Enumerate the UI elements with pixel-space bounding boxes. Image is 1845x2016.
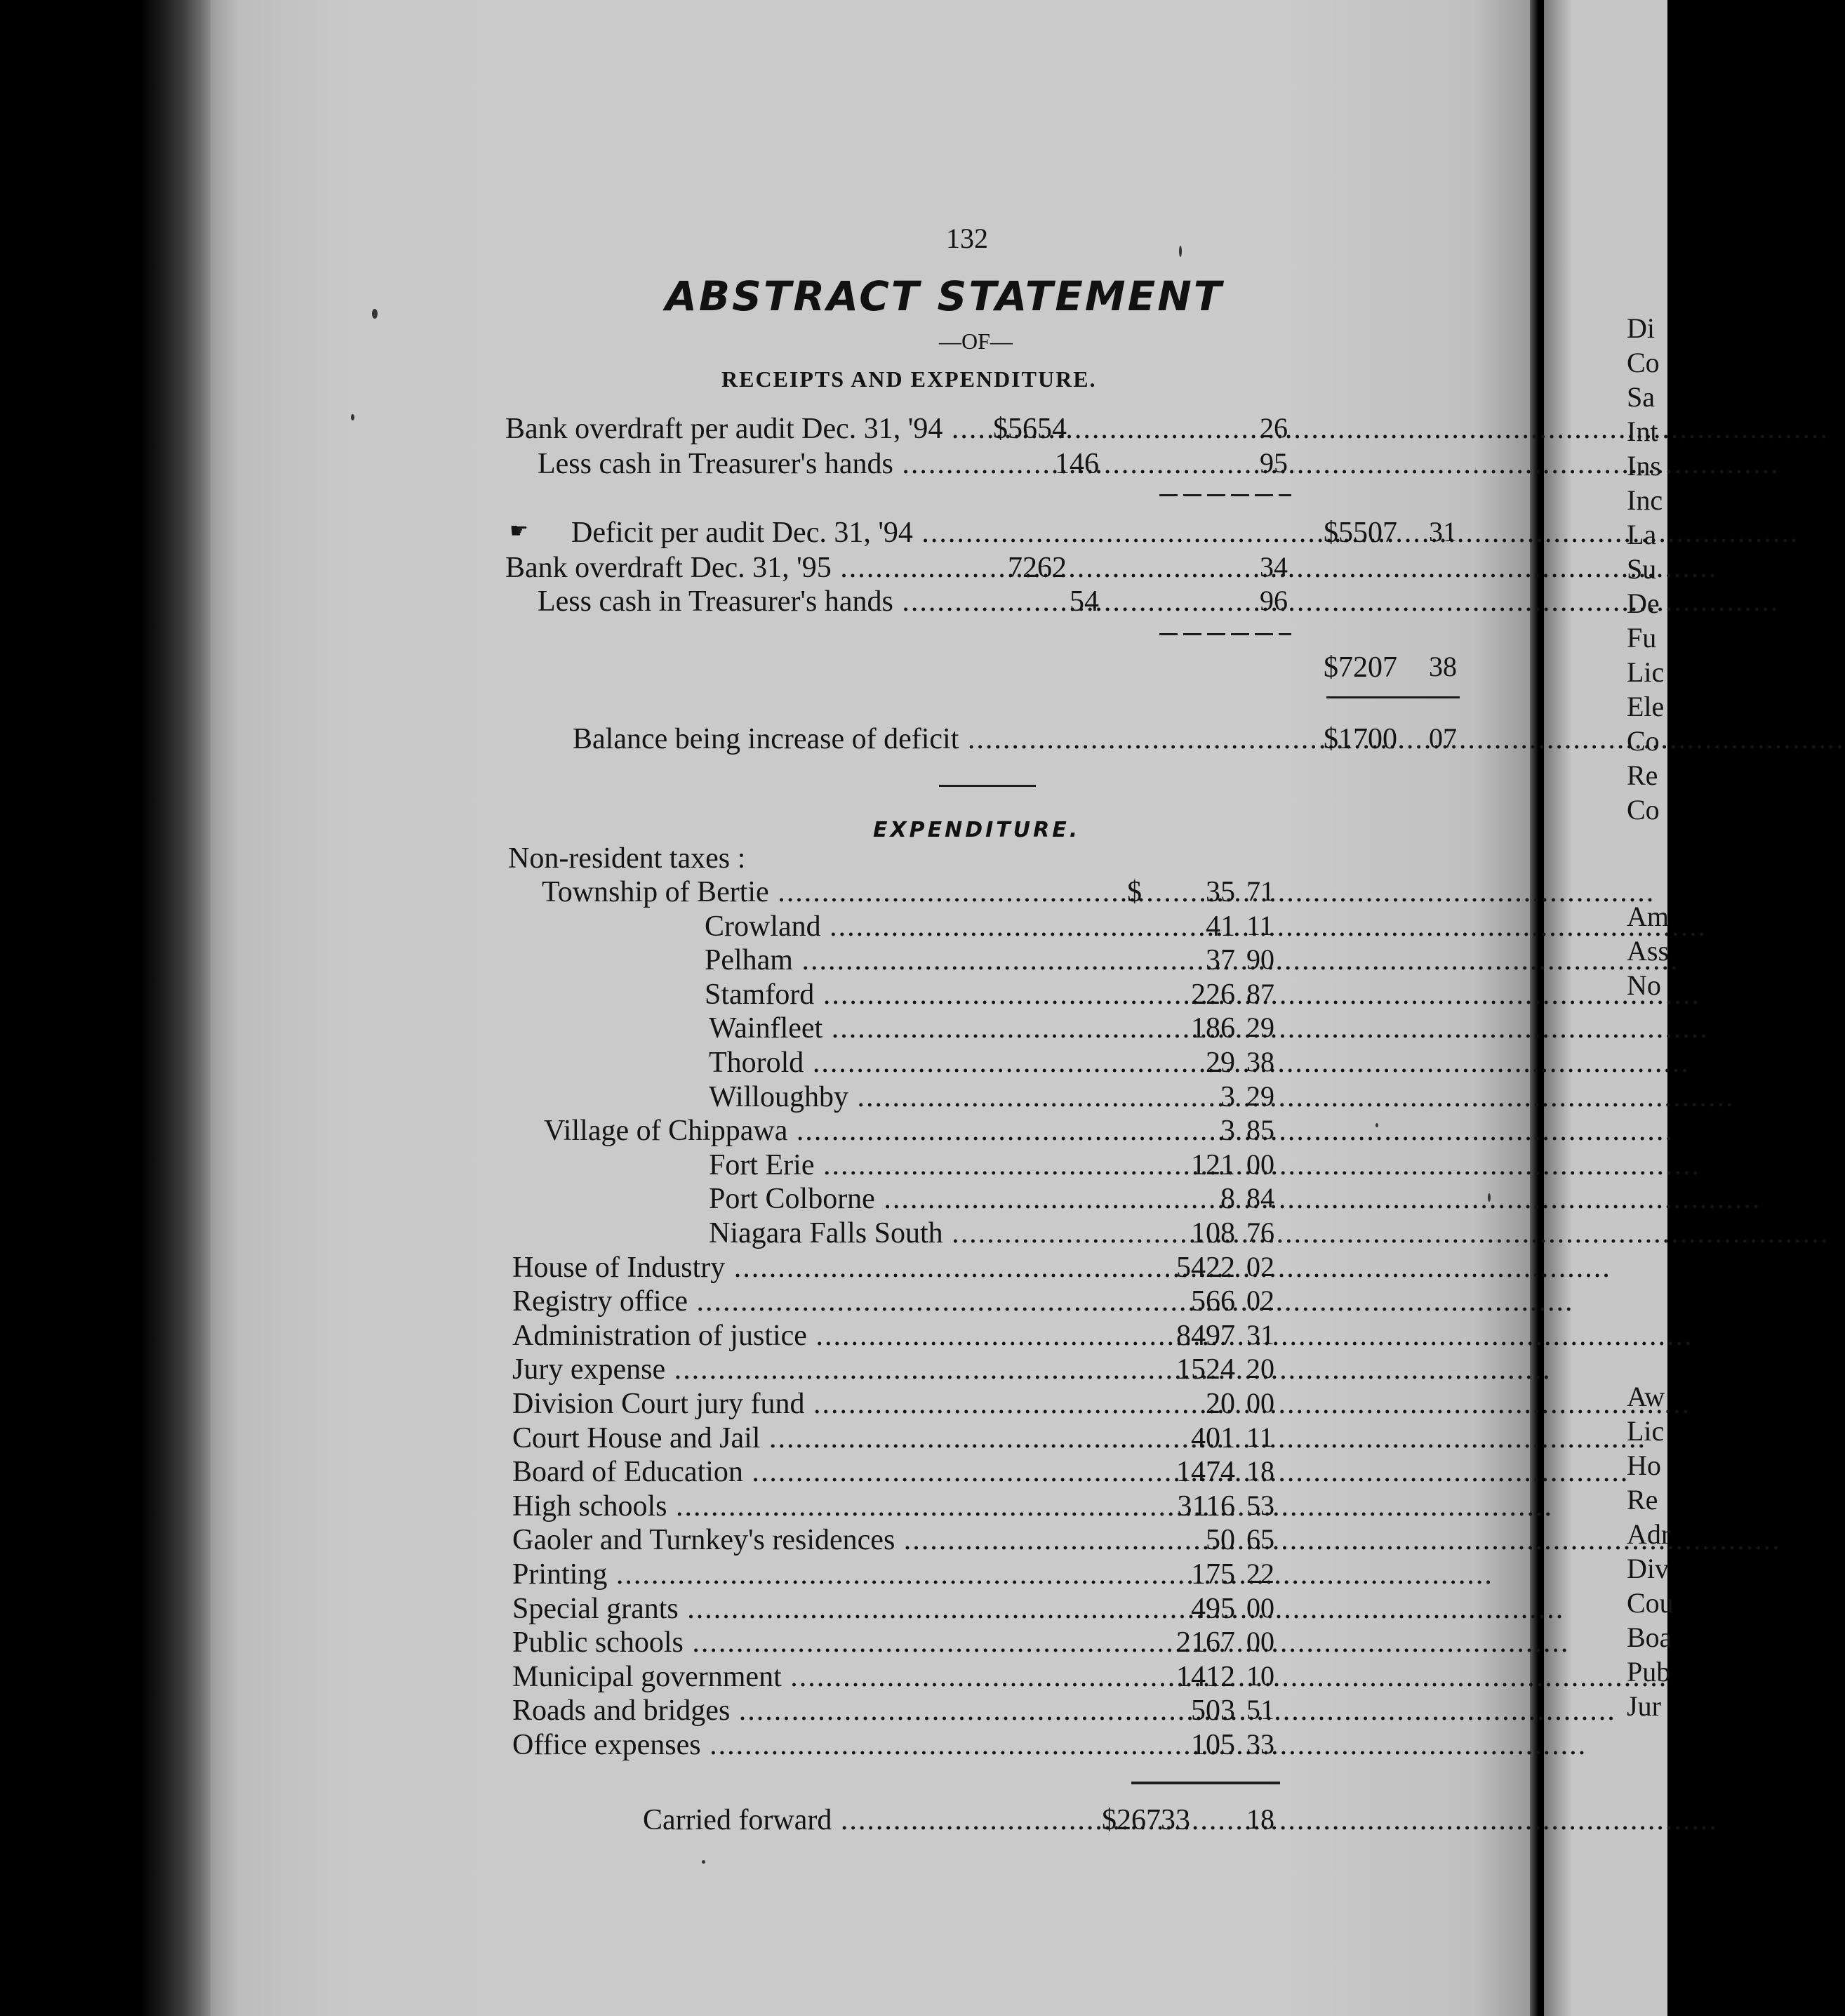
amount-dollars: 186: [1191, 1012, 1235, 1045]
amount-cents: 87: [1246, 977, 1274, 1009]
expenditure-row: [512, 1287, 1291, 1319]
expenditure-label: Board of Education .....: [512, 1457, 1629, 1487]
amount-cents: 51: [1246, 1694, 1274, 1726]
paper-speck: [1179, 246, 1182, 257]
amount-dollars: 7262: [1008, 552, 1067, 584]
expenditure-label: Crowland .....: [705, 912, 1707, 941]
amount-dollars: 108: [1191, 1217, 1235, 1249]
amount-dollars: 54: [1070, 585, 1099, 618]
expenditure-row: [709, 1216, 1291, 1251]
summary-row-deficit-94: ☛ Deficit per audit Dec. 31, '94 ..... $5507 31: [509, 518, 1478, 550]
expenditure-row: [705, 977, 1291, 1012]
expenditure-row: [512, 1659, 1291, 1695]
amount-cents: 22: [1246, 1558, 1274, 1589]
subtotal-rule: [1159, 633, 1291, 635]
amount-dollars: 226: [1191, 978, 1235, 1011]
amount-cents: 96: [1260, 585, 1288, 616]
right-page-fragment: De: [1627, 588, 1660, 619]
amount-dollars: 3: [1220, 1115, 1235, 1148]
expenditure-label: Niagara Falls South .....: [709, 1219, 1829, 1248]
amount-dollars: 1412: [1176, 1660, 1235, 1693]
amount-cents: 71: [1246, 875, 1274, 907]
expenditure-row: [512, 1250, 1291, 1285]
amount-cents: 31: [1246, 1318, 1274, 1351]
expenditure-label: Wainfleet .....: [709, 1014, 1709, 1043]
amount-dollars: 3: [1220, 1080, 1235, 1113]
amount-cents: 31: [1429, 516, 1457, 548]
amount-dollars: 175: [1191, 1558, 1235, 1591]
right-page-fragment: Aw: [1627, 1381, 1665, 1412]
right-page-fragment: Jur: [1627, 1690, 1661, 1722]
right-page-fragment: Inc: [1627, 484, 1663, 516]
amount-cents: 33: [1246, 1728, 1274, 1760]
expenditure-label: House of Industry .....: [512, 1253, 1611, 1282]
expenditure-label: Township of Bertie .....: [542, 877, 1655, 907]
amount-dollars: 3116: [1177, 1490, 1235, 1523]
amount-dollars: $5507: [1324, 517, 1397, 549]
total-rule: [1326, 696, 1460, 698]
expenditure-row: [512, 1489, 1291, 1524]
amount-cents: 20: [1246, 1353, 1274, 1385]
expenditure-label: Public schools .....: [512, 1628, 1569, 1657]
amount-dollars: $7207: [1324, 651, 1397, 684]
amount-dollars: 495: [1191, 1592, 1235, 1625]
expenditure-row: [512, 1318, 1291, 1353]
expenditure-label: Division Court jury fund .....: [512, 1389, 1691, 1419]
amount-cents: 11: [1246, 909, 1274, 941]
expenditure-label: Stamford .....: [705, 980, 1700, 1009]
expenditure-row: [512, 1457, 1291, 1490]
expenditure-label: Office expenses .....: [512, 1730, 1587, 1760]
amount-dollars: 121: [1191, 1148, 1235, 1181]
expenditure-label: Court House and Jail .....: [512, 1424, 1646, 1453]
of-line: —OF—: [939, 329, 1013, 354]
expenditure-row: [542, 877, 1291, 910]
expenditure-label: Fort Erie .....: [709, 1150, 1700, 1180]
amount-dollars: 50: [1206, 1524, 1235, 1557]
expenditure-row: [512, 1591, 1291, 1626]
amount-cents: 18: [1246, 1803, 1274, 1835]
amount-cents: 00: [1246, 1626, 1274, 1658]
amount-cents: 10: [1246, 1659, 1274, 1692]
right-page-fragment: Am: [1627, 901, 1669, 932]
section-heading: EXPENDITURE.: [873, 818, 1081, 842]
expenditure-row: [709, 1082, 1291, 1115]
page-number: 132: [946, 223, 988, 254]
amount-dollars: 5422: [1176, 1251, 1235, 1284]
amount-dollars: 35: [1206, 876, 1235, 908]
amount-cents: 02: [1246, 1250, 1274, 1282]
right-page-fragment: Ass: [1627, 935, 1670, 967]
expenditure-label: Registry office .....: [512, 1287, 1574, 1316]
summary-row-overdraft-94: Bank overdraft per audit Dec. 31, '94 ..... $5654 26: [505, 414, 1312, 446]
expenditure-row: [512, 1730, 1291, 1763]
expenditure-row: [705, 909, 1291, 944]
page-title: ABSTRACT STATEMENT: [665, 272, 1224, 320]
subtotal-rule: [1159, 494, 1291, 496]
amount-dollars: 105: [1191, 1729, 1235, 1761]
expenditure-label: Willoughby .....: [709, 1082, 1734, 1112]
total-rule: [1131, 1782, 1280, 1784]
amount-dollars: 503: [1191, 1695, 1235, 1727]
expenditure-row: [544, 1116, 1291, 1148]
right-page-fragment: Ins: [1627, 450, 1661, 482]
summary-row-deficit-95: [1324, 653, 1478, 685]
right-page-fragment: Ele: [1627, 691, 1665, 722]
page-subtitle: RECEIPTS AND EXPENDITURE.: [721, 366, 1097, 392]
summary-row-overdraft-95: Bank overdraft Dec. 31, '95 ..... 7262 34: [505, 553, 1312, 585]
expenditure-label: Municipal government .....: [512, 1662, 1667, 1692]
right-page-fragment: Sa: [1627, 381, 1655, 413]
expenditure-row: [512, 1389, 1291, 1421]
right-page-fragment: Su: [1627, 553, 1657, 585]
section-divider: [939, 785, 1036, 787]
paper-speck: [702, 1860, 705, 1864]
amount-cents: 65: [1246, 1523, 1274, 1556]
amount-cents: 26: [1260, 412, 1288, 444]
summary-row-cash-95: Less cash in Treasurer's hands ..... 54 96: [538, 587, 1312, 619]
right-page-fragment: No: [1627, 969, 1661, 1001]
summary-row-cash-94: Less cash in Treasurer's hands ..... 146 95: [538, 449, 1312, 482]
right-page-fragment: Co: [1627, 347, 1660, 378]
dollar-sign: $: [1127, 876, 1142, 908]
amount-dollars: $1700: [1324, 723, 1397, 755]
amount-cents: 53: [1246, 1489, 1274, 1521]
right-page-fragment: Boa: [1627, 1622, 1672, 1653]
expenditure-row: [512, 1355, 1291, 1387]
right-page-fragment: Di: [1627, 312, 1655, 344]
expenditure-label: Special grants .....: [512, 1594, 1564, 1624]
amount-cents: 95: [1260, 447, 1288, 479]
amount-cents: 85: [1246, 1114, 1274, 1146]
right-page-fragment: La: [1627, 519, 1657, 550]
summary-row-balance: Balance being increase of deficit ..... $1700 07: [573, 724, 1478, 757]
amount-dollars: $26733: [1102, 1804, 1190, 1836]
expenditure-row: [512, 1560, 1291, 1592]
expenditure-label: Printing .....: [512, 1560, 1493, 1589]
amount-dollars: 8497: [1176, 1319, 1235, 1352]
right-page-fragment: Re: [1627, 760, 1658, 791]
amount-dollars: $5654: [993, 413, 1067, 445]
amount-cents: 11: [1246, 1421, 1274, 1453]
expenditure-row: [709, 1014, 1291, 1046]
carried-forward-row: Carried forward ..... $26733 18: [643, 1805, 1288, 1838]
right-page-fragment: Pub: [1627, 1656, 1671, 1687]
paper-speck: [372, 309, 378, 319]
amount-dollars: 566: [1191, 1285, 1235, 1318]
right-page-fragment: Int: [1627, 416, 1658, 447]
paper-speck: [351, 414, 354, 420]
expenditure-row: [705, 943, 1291, 978]
expenditure-row: [512, 1696, 1291, 1728]
expenditure-row: [512, 1628, 1291, 1660]
amount-dollars: 8: [1220, 1183, 1235, 1216]
amount-cents: 00: [1246, 1387, 1274, 1419]
expenditure-label: Pelham .....: [705, 946, 1679, 975]
right-page-fragment: Ho: [1627, 1450, 1661, 1481]
expenditure-row: [709, 1048, 1291, 1080]
amount-dollars: 146: [1055, 448, 1099, 480]
amount-cents: 02: [1246, 1285, 1274, 1317]
amount-cents: 84: [1246, 1182, 1274, 1214]
expenditure-label: Roads and bridges .....: [512, 1696, 1616, 1725]
book-binding: [0, 0, 211, 2016]
amount-cents: 00: [1246, 1148, 1274, 1180]
amount-cents: 38: [1246, 1046, 1274, 1077]
amount-dollars: 29: [1206, 1047, 1235, 1079]
amount-cents: 29: [1246, 1012, 1274, 1044]
right-page-fragment: Co: [1627, 794, 1660, 825]
right-page-fragment: Fu: [1627, 622, 1657, 654]
right-page-fragment: Co: [1627, 725, 1660, 757]
expenditure-label: Village of Chippawa .....: [544, 1116, 1674, 1146]
expenditure-row: [709, 1184, 1291, 1216]
right-page-fragment: Adr: [1627, 1518, 1671, 1550]
amount-dollars: 401: [1191, 1421, 1235, 1454]
amount-cents: 38: [1429, 651, 1457, 682]
amount-dollars: 20: [1206, 1388, 1235, 1420]
expenditure-row: [709, 1150, 1291, 1183]
amount-cents: 34: [1260, 551, 1288, 583]
amount-dollars: 1474: [1176, 1456, 1235, 1489]
amount-cents: 29: [1246, 1080, 1274, 1112]
pointing-hand-icon: ☛: [509, 519, 528, 543]
expenditure-label: Port Colborne .....: [709, 1184, 1761, 1214]
amount-dollars: 2167: [1176, 1626, 1235, 1659]
expenditure-row: [512, 1421, 1291, 1456]
expenditure-row: [512, 1525, 1291, 1558]
amount-cents: 90: [1246, 943, 1274, 976]
amount-cents: 76: [1246, 1216, 1274, 1248]
expenditure-label: Administration of justice .....: [512, 1321, 1693, 1351]
amount-cents: 07: [1429, 722, 1457, 754]
right-page-fragment: Div: [1627, 1553, 1669, 1584]
expenditure-label: Gaoler and Turnkey's residences .....: [512, 1525, 1781, 1555]
expenditure-label: Thorold .....: [709, 1048, 1690, 1077]
amount-dollars: 37: [1206, 944, 1235, 977]
amount-dollars: 41: [1206, 910, 1235, 943]
expenditure-label: Jury expense .....: [512, 1355, 1552, 1384]
right-page-fragment: Lic: [1627, 1415, 1665, 1447]
amount-cents: 18: [1246, 1455, 1274, 1487]
amount-dollars: 1524: [1176, 1353, 1235, 1386]
amount-cents: 00: [1246, 1591, 1274, 1624]
right-page-fragment: Cou: [1627, 1587, 1674, 1619]
expenditure-label: High schools .....: [512, 1492, 1553, 1521]
right-page-fragment: Re: [1627, 1484, 1658, 1516]
nonresident-label: Non-resident taxes :: [508, 842, 746, 875]
right-page-fragment: Lic: [1627, 656, 1665, 688]
